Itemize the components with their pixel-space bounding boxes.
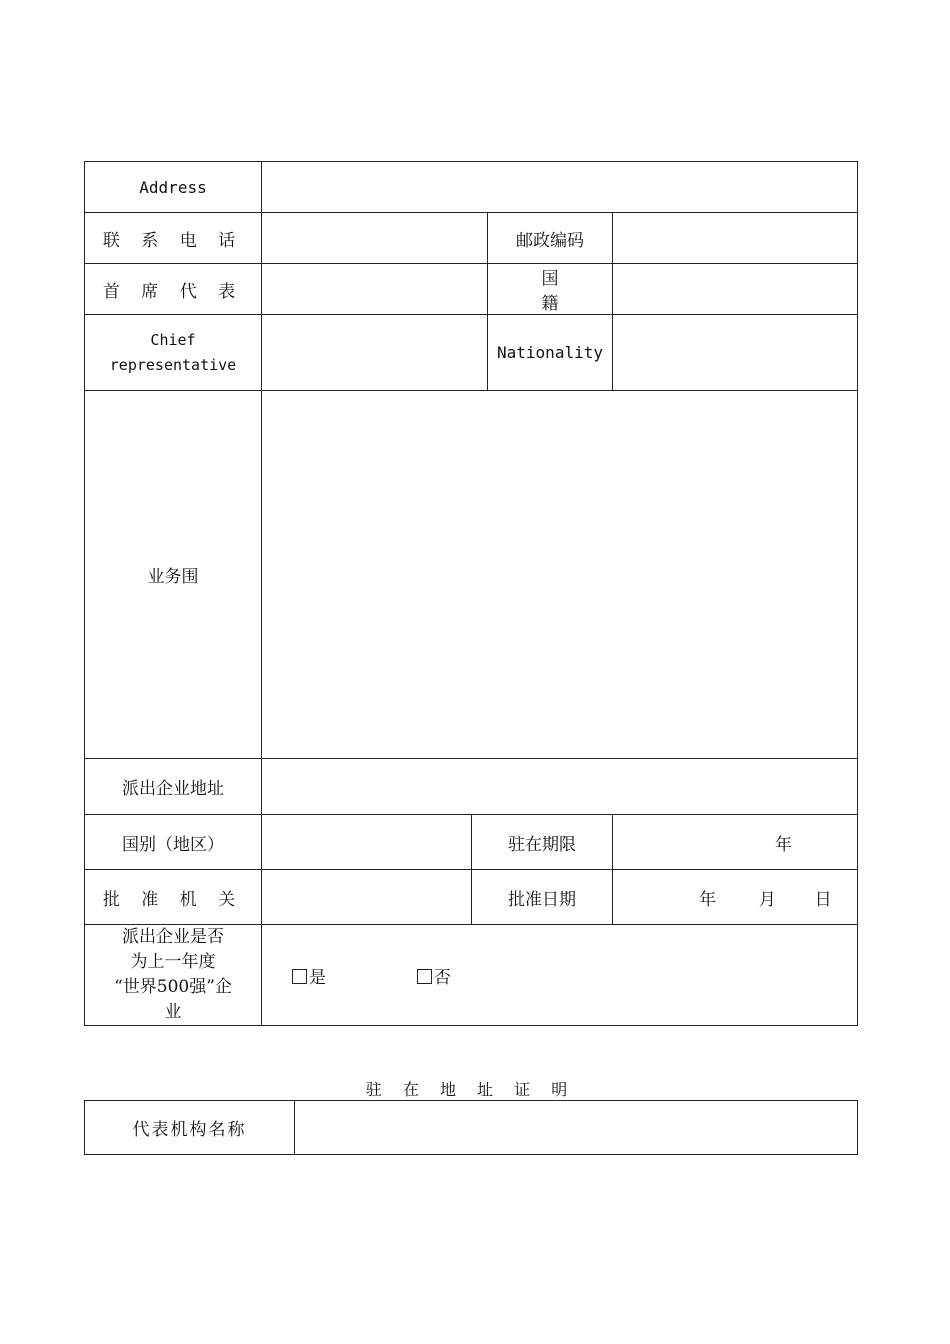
option-yes-label: 是 (309, 967, 326, 988)
fortune500-options (262, 925, 858, 1026)
chief-rep-en-line2: representative (109, 355, 237, 374)
address-proof-table (84, 1100, 858, 1155)
date-day-unit: 日 (814, 889, 832, 910)
stay-period-year-unit: 年 (775, 834, 792, 855)
date-year-unit: 年 (699, 889, 716, 910)
address-input[interactable] (262, 162, 858, 213)
chief-rep-label: 首 席 代 表 (85, 264, 262, 315)
chief-rep-en-input[interactable] (262, 315, 488, 391)
registration-table (84, 161, 858, 1026)
dispatch-address-input[interactable] (262, 759, 858, 815)
phone-input[interactable] (262, 213, 488, 264)
postcode-input[interactable] (613, 213, 858, 264)
option-no[interactable] (417, 963, 451, 988)
stay-period-label: 驻在期限 (472, 815, 613, 870)
nationality-cn-label: 国 籍 (488, 264, 613, 315)
chief-rep-en-line1: Chief (150, 330, 196, 349)
stay-period-input[interactable] (613, 815, 858, 870)
yes-checkbox[interactable] (292, 969, 307, 984)
fortune500-label (85, 925, 262, 1026)
option-no-label: 否 (433, 967, 451, 988)
chief-rep-en-label (85, 315, 262, 391)
org-name-input[interactable] (295, 1101, 858, 1155)
country-region-input[interactable] (262, 815, 472, 870)
postcode-label: 邮政编码 (488, 213, 613, 264)
nationality-cn-input[interactable] (613, 264, 858, 315)
fortune500-line4: 业 (164, 1002, 182, 1022)
approval-date-label: 批准日期 (472, 870, 613, 925)
chief-rep-input[interactable] (262, 264, 488, 315)
address-label: Address (85, 162, 262, 213)
country-region-label: 国别（地区） (85, 815, 262, 870)
org-name-label: 代表机构名称 (85, 1101, 295, 1155)
phone-label: 联 系 电 话 (85, 213, 262, 264)
approval-authority-input[interactable] (262, 870, 472, 925)
approval-date-input[interactable] (613, 870, 858, 925)
approval-authority-label: 批 准 机 关 (85, 870, 262, 925)
dispatch-address-label: 派出企业地址 (85, 759, 262, 815)
nationality-en-input[interactable] (613, 315, 858, 391)
date-month-unit: 月 (758, 889, 776, 910)
no-checkbox[interactable] (417, 969, 432, 984)
fortune500-line2: 为上一年度 (130, 952, 216, 972)
business-scope-input[interactable] (262, 391, 858, 759)
business-scope-label: 业务围 (85, 391, 262, 759)
fortune500-line3: “世界500强”企 (114, 977, 232, 997)
option-yes[interactable] (292, 963, 326, 988)
nationality-en-label: Nationality (488, 315, 613, 391)
address-proof-title: 驻 在 地 址 证 明 (365, 1080, 576, 1099)
fortune500-line1: 派出企业是否 (122, 927, 224, 947)
